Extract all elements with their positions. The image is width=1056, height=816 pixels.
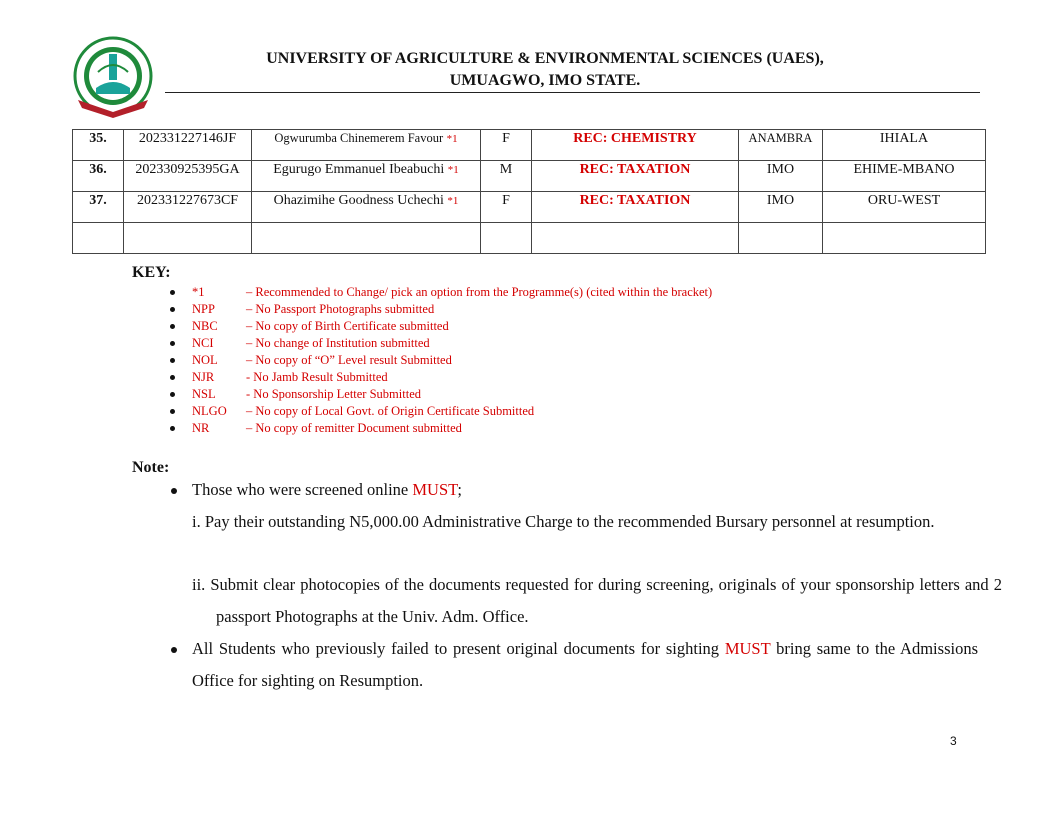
note-bullet-2: All Students who previously failed to present original documents for sighting MUST bring same to the Admissions Office for sighting on Resumption. bbox=[192, 639, 978, 690]
serial-number: 36. bbox=[73, 161, 124, 192]
page-number: 3 bbox=[950, 734, 957, 748]
state: ANAMBRA bbox=[739, 130, 823, 161]
lga: ORU-WEST bbox=[823, 192, 986, 223]
key-item: NR – No copy of remitter Document submitted bbox=[170, 420, 712, 437]
reg-number: 202331227673CF bbox=[124, 192, 252, 223]
key-item: *1 – Recommended to Change/ pick an option from the Programme(s) (cited within the bracket) bbox=[170, 284, 712, 301]
sex: F bbox=[481, 192, 532, 223]
note-bullet-1: Those who were screened online MUST; bbox=[192, 480, 462, 499]
lga: IHIALA bbox=[823, 130, 986, 161]
bullet-icon bbox=[171, 488, 177, 494]
note-item-i: i. Pay their outstanding N5,000.00 Administrative Charge to the recommended Bursary personnel at resumption. bbox=[192, 512, 935, 531]
recommendation: REC: TAXATION bbox=[532, 161, 739, 192]
recommendation: REC: TAXATION bbox=[532, 192, 739, 223]
students-table bbox=[72, 129, 986, 254]
sex: F bbox=[481, 130, 532, 161]
university-crest-logo bbox=[68, 36, 158, 120]
student-name: Egurugo Emmanuel Ibeabuchi *1 bbox=[252, 161, 481, 192]
table-row-empty bbox=[73, 223, 986, 254]
key-item: NSL - No Sponsorship Letter Submitted bbox=[170, 386, 712, 403]
key-item: NLGO – No copy of Local Govt. of Origin Certificate Submitted bbox=[170, 403, 712, 420]
reg-number: 202330925395GA bbox=[124, 161, 252, 192]
key-item: NPP – No Passport Photographs submitted bbox=[170, 301, 712, 318]
university-name: UNIVERSITY OF AGRICULTURE & ENVIRONMENTAL SCIENCES (UAES), bbox=[266, 50, 824, 67]
key-list bbox=[170, 284, 712, 437]
key-item: NBC – No copy of Birth Certificate submitted bbox=[170, 318, 712, 335]
header-rule bbox=[165, 92, 980, 93]
state: IMO bbox=[739, 161, 823, 192]
key-item: NOL – No copy of “O” Level result Submitted bbox=[170, 352, 712, 369]
key-title: KEY: bbox=[132, 264, 171, 281]
state: IMO bbox=[739, 192, 823, 223]
bullet-icon bbox=[171, 647, 177, 653]
key-item: NJR - No Jamb Result Submitted bbox=[170, 369, 712, 386]
sex: M bbox=[481, 161, 532, 192]
note-title: Note: bbox=[132, 459, 170, 476]
serial-number: 35. bbox=[73, 130, 124, 161]
recommendation: REC: CHEMISTRY bbox=[532, 130, 739, 161]
table-row bbox=[73, 130, 986, 161]
student-name: Ohazimihe Goodness Uchechi *1 bbox=[252, 192, 481, 223]
reg-number: 202331227146JF bbox=[124, 130, 252, 161]
university-location: UMUAGWO, IMO STATE. bbox=[449, 72, 641, 89]
note-item-ii: ii. Submit clear photocopies of the documents requested for during screening, originals of your sponsorship letters and 2 passport Photographs at the Univ. Adm. Office. bbox=[192, 575, 1002, 626]
key-item: NCI – No change of Institution submitted bbox=[170, 335, 712, 352]
table-row bbox=[73, 192, 986, 223]
lga: EHIME-MBANO bbox=[823, 161, 986, 192]
student-name: Ogwurumba Chinemerem Favour *1 bbox=[252, 130, 481, 161]
serial-number: 37. bbox=[73, 192, 124, 223]
table-row bbox=[73, 161, 986, 192]
